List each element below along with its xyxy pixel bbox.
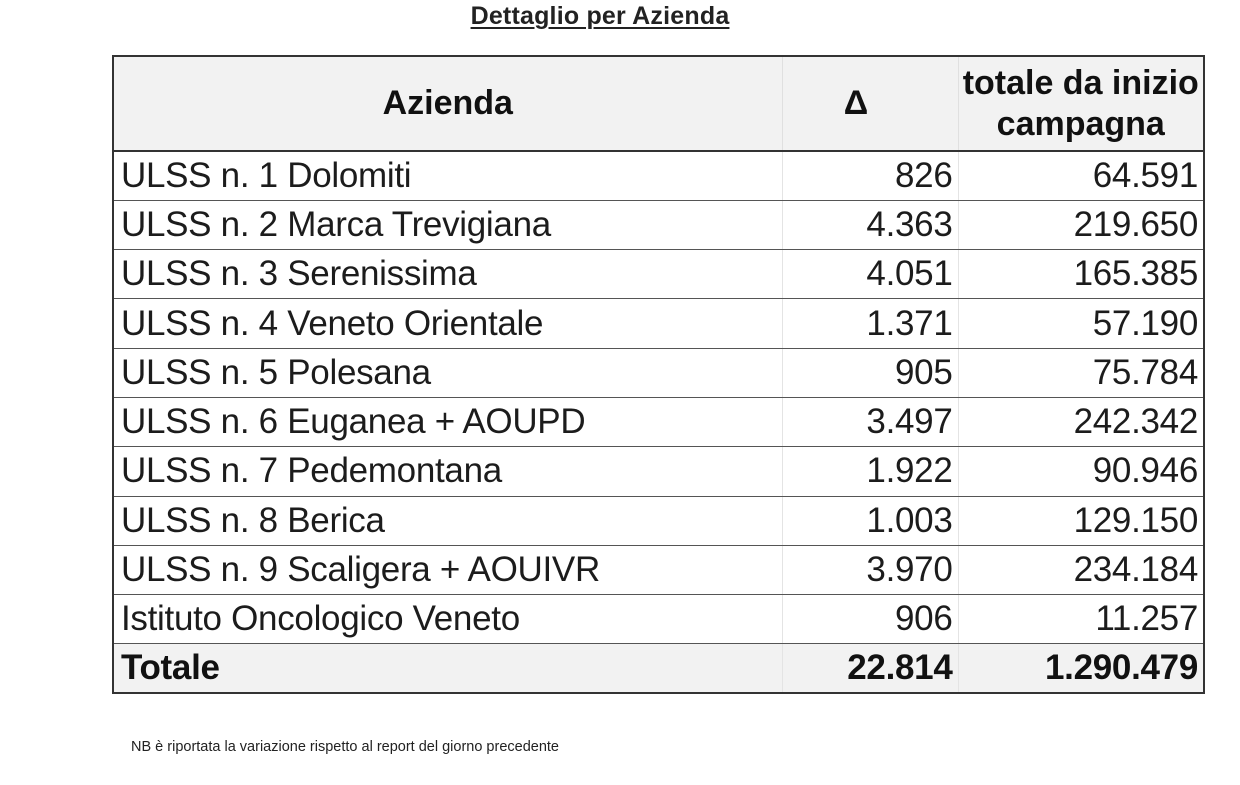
row-delta-cell: 4.051 (782, 250, 958, 299)
column-header-azienda: Azienda (113, 56, 782, 151)
row-azienda-cell: Istituto Oncologico Veneto (113, 595, 782, 644)
table-row (113, 348, 1204, 397)
row-delta-cell: 826 (782, 151, 958, 200)
row-azienda-cell: ULSS n. 2 Marca Trevigiana (113, 200, 782, 249)
row-totale-cell: 129.150 (958, 496, 1204, 545)
row-delta-cell: 3.970 (782, 545, 958, 594)
row-totale-cell: 75.784 (958, 348, 1204, 397)
row-azienda-cell: ULSS n. 5 Polesana (113, 348, 782, 397)
row-delta-cell: 1.003 (782, 496, 958, 545)
row-delta-cell: 3.497 (782, 397, 958, 446)
detail-table (112, 55, 1205, 694)
row-azienda-cell: ULSS n. 9 Scaligera + AOUIVR (113, 545, 782, 594)
row-delta-cell: 906 (782, 595, 958, 644)
row-totale-cell: 219.650 (958, 200, 1204, 249)
table-row (113, 447, 1204, 496)
row-azienda-cell: ULSS n. 4 Veneto Orientale (113, 299, 782, 348)
row-delta-cell: 1.922 (782, 447, 958, 496)
table-header-row (113, 56, 1204, 151)
row-azienda-cell: ULSS n. 6 Euganea + AOUPD (113, 397, 782, 446)
row-azienda-cell: ULSS n. 7 Pedemontana (113, 447, 782, 496)
total-label-cell: Totale (113, 644, 782, 693)
table-row (113, 545, 1204, 594)
row-delta-cell: 905 (782, 348, 958, 397)
row-totale-cell: 64.591 (958, 151, 1204, 200)
table-row (113, 200, 1204, 249)
column-header-delta: Δ (782, 56, 958, 151)
table-row (113, 151, 1204, 200)
table-row (113, 496, 1204, 545)
row-totale-cell: 242.342 (958, 397, 1204, 446)
row-azienda-cell: ULSS n. 8 Berica (113, 496, 782, 545)
table-row (113, 299, 1204, 348)
row-totale-cell: 234.184 (958, 545, 1204, 594)
row-totale-cell: 90.946 (958, 447, 1204, 496)
row-delta-cell: 1.371 (782, 299, 958, 348)
table-row (113, 250, 1204, 299)
column-header-totale: totale da inizio campagna (958, 56, 1204, 151)
row-azienda-cell: ULSS n. 3 Serenissima (113, 250, 782, 299)
footnote: NB è riportata la variazione rispetto al report del giorno precedente (131, 739, 559, 755)
row-totale-cell: 11.257 (958, 595, 1204, 644)
row-delta-cell: 4.363 (782, 200, 958, 249)
table-row (113, 595, 1204, 644)
row-azienda-cell: ULSS n. 1 Dolomiti (113, 151, 782, 200)
row-totale-cell: 57.190 (958, 299, 1204, 348)
table-total-row (113, 644, 1204, 693)
page-title: Dettaglio per Azienda (470, 2, 730, 30)
total-totale-cell: 1.290.479 (958, 644, 1204, 693)
row-totale-cell: 165.385 (958, 250, 1204, 299)
total-delta-cell: 22.814 (782, 644, 958, 693)
table-row (113, 397, 1204, 446)
